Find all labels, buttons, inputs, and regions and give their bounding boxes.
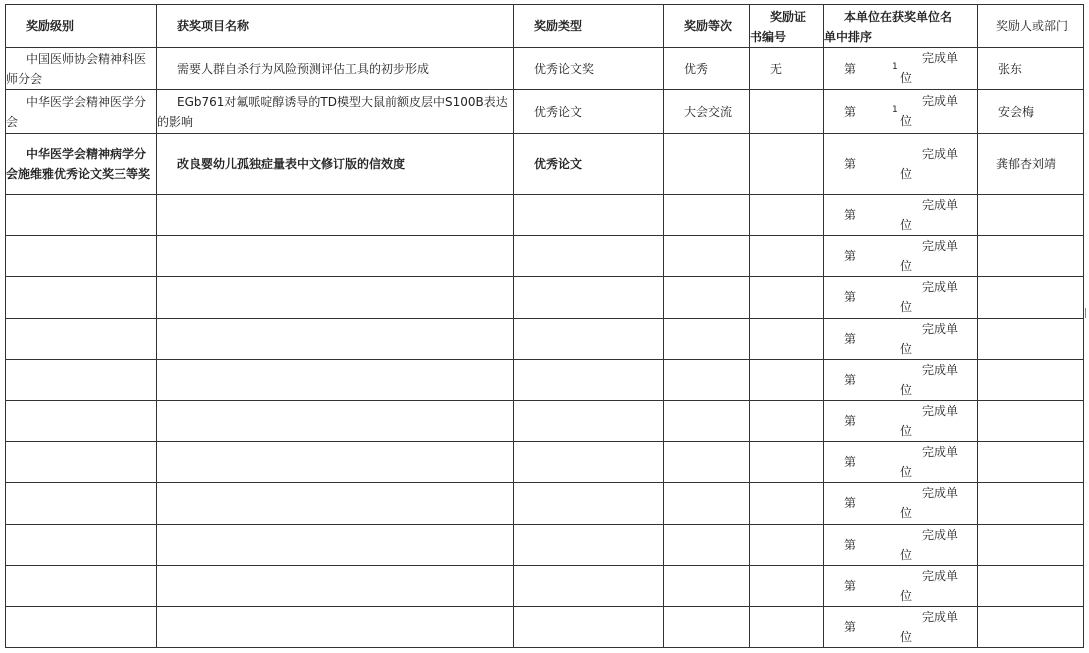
rank-di: 第 (844, 290, 857, 305)
rank-wancheng: 完成单 (922, 403, 959, 418)
empty-cell (978, 195, 1084, 236)
rank-cell (824, 318, 978, 359)
empty-table-row (6, 442, 1084, 483)
rank-wei: 位 (900, 465, 913, 480)
empty-table-row (6, 524, 1084, 565)
type-cell: 优秀论文 (514, 134, 664, 195)
empty-cell (514, 277, 664, 318)
rank-wancheng: 完成单 (922, 321, 959, 336)
empty-table-row (6, 195, 1084, 236)
table-row (6, 134, 1084, 195)
empty-cell (6, 277, 157, 318)
rank-wei: 位 (900, 588, 913, 603)
type-cell: 优秀论文 (514, 90, 664, 134)
empty-cell (750, 400, 824, 441)
cert-cell (750, 90, 824, 134)
empty-cell (6, 359, 157, 400)
empty-cell (664, 606, 750, 647)
empty-cell (157, 565, 514, 606)
rank-cell (824, 442, 978, 483)
header-level: 奖励级别 (6, 5, 157, 48)
header-rank-line1: 本单位在获奖单位名 (844, 10, 953, 24)
cert-cell (750, 134, 824, 195)
empty-cell (750, 442, 824, 483)
rank-number: 1 (892, 62, 898, 72)
empty-cell (664, 565, 750, 606)
rank-wei: 位 (900, 341, 913, 356)
empty-cell (514, 236, 664, 277)
rank-di: 第 (844, 249, 857, 264)
rank-wei: 位 (900, 547, 913, 562)
header-cert-line2: 书编号 (750, 30, 787, 44)
header-row (6, 5, 1084, 48)
rank-wancheng: 完成单 (922, 527, 959, 542)
rank-cell (824, 483, 978, 524)
rank-cell (824, 524, 978, 565)
rank-wei: 位 (900, 71, 913, 85)
rank-di: 第 (844, 413, 857, 428)
grade-cell (664, 134, 750, 195)
empty-cell (157, 359, 514, 400)
empty-cell (514, 359, 664, 400)
cert-cell: 无 (750, 48, 824, 90)
empty-cell (6, 195, 157, 236)
empty-table-row (6, 359, 1084, 400)
rank-cell (824, 400, 978, 441)
empty-cell (978, 442, 1084, 483)
empty-cell (157, 483, 514, 524)
empty-cell (978, 524, 1084, 565)
rank-cell (824, 359, 978, 400)
rank-wancheng: 完成单 (922, 94, 959, 108)
rank-cell (824, 90, 978, 134)
rank-di: 第 (844, 372, 857, 387)
empty-table-row (6, 236, 1084, 277)
empty-cell (157, 400, 514, 441)
grade-cell: 大会交流 (664, 90, 750, 134)
empty-cell (664, 400, 750, 441)
empty-cell (978, 236, 1084, 277)
empty-cell (978, 318, 1084, 359)
rank-number: 1 (892, 105, 898, 115)
rank-wei: 位 (900, 629, 913, 644)
rank-di: 第 (844, 157, 857, 171)
empty-cell (514, 483, 664, 524)
rank-wei: 位 (900, 300, 913, 315)
rank-cell (824, 48, 978, 90)
rank-di: 第 (844, 537, 857, 552)
empty-cell (978, 277, 1084, 318)
rank-wancheng: 完成单 (922, 239, 959, 254)
empty-cell (157, 236, 514, 277)
rank-wancheng: 完成单 (922, 147, 959, 161)
empty-cell (6, 524, 157, 565)
empty-cell (157, 277, 514, 318)
empty-table-row (6, 606, 1084, 647)
rank-wei: 位 (900, 506, 913, 521)
rank-wei: 位 (900, 382, 913, 397)
empty-cell (664, 318, 750, 359)
empty-cell (978, 565, 1084, 606)
empty-cell (750, 236, 824, 277)
rank-cell (824, 134, 978, 195)
scroll-edge-mark (1085, 308, 1089, 318)
empty-cell (664, 195, 750, 236)
table-row (6, 48, 1084, 90)
empty-cell (157, 606, 514, 647)
empty-cell (664, 524, 750, 565)
table-row (6, 90, 1084, 134)
rank-di: 第 (844, 619, 857, 634)
empty-cell (664, 277, 750, 318)
rank-cell (824, 277, 978, 318)
rank-di: 第 (844, 208, 857, 222)
empty-cell (750, 359, 824, 400)
empty-table-row (6, 565, 1084, 606)
rank-di: 第 (844, 62, 857, 76)
rank-cell (824, 565, 978, 606)
rank-wancheng: 完成单 (922, 51, 959, 65)
person-cell: 龚郁杏刘靖 (978, 134, 1084, 195)
rank-wei: 位 (900, 218, 913, 232)
empty-cell (664, 483, 750, 524)
empty-cell (6, 400, 157, 441)
rank-wei: 位 (900, 167, 913, 181)
empty-table-row (6, 483, 1084, 524)
empty-cell (664, 359, 750, 400)
empty-cell (514, 318, 664, 359)
level-cell: 中华医学会精神医学分会 (6, 90, 157, 134)
empty-cell (514, 606, 664, 647)
empty-cell (514, 524, 664, 565)
level-cell: 中国医师协会精神科医师分会 (6, 48, 157, 90)
empty-cell (514, 442, 664, 483)
empty-cell (750, 483, 824, 524)
empty-cell (6, 483, 157, 524)
rank-di: 第 (844, 578, 857, 593)
rank-cell (824, 195, 978, 236)
empty-cell (514, 195, 664, 236)
empty-cell (157, 195, 514, 236)
person-cell: 安会梅 (978, 90, 1084, 134)
empty-cell (978, 359, 1084, 400)
empty-cell (664, 236, 750, 277)
empty-cell (6, 442, 157, 483)
empty-cell (157, 442, 514, 483)
empty-cell (6, 318, 157, 359)
empty-cell (750, 524, 824, 565)
empty-cell (6, 236, 157, 277)
empty-cell (6, 565, 157, 606)
empty-cell (750, 606, 824, 647)
empty-cell (750, 565, 824, 606)
empty-table-row (6, 318, 1084, 359)
rank-wancheng: 完成单 (922, 362, 959, 377)
rank-wancheng: 完成单 (922, 198, 959, 212)
empty-cell (750, 318, 824, 359)
empty-cell (514, 565, 664, 606)
header-cert-line1: 奖励证 (770, 10, 807, 24)
header-project: 获奖项目名称 (157, 5, 514, 48)
header-grade: 奖励等次 (664, 5, 750, 48)
empty-cell (750, 195, 824, 236)
award-table (5, 4, 1084, 648)
empty-cell (664, 442, 750, 483)
empty-cell (514, 400, 664, 441)
level-cell: 中华医学会精神病学分会施维雅优秀论文奖三等奖 (6, 134, 157, 195)
person-cell: 张东 (978, 48, 1084, 90)
empty-cell (750, 277, 824, 318)
header-rank-line2: 单中排序 (824, 30, 873, 44)
rank-di: 第 (844, 105, 857, 119)
rank-di: 第 (844, 496, 857, 511)
empty-cell (157, 524, 514, 565)
empty-cell (978, 400, 1084, 441)
empty-cell (6, 606, 157, 647)
rank-cell (824, 606, 978, 647)
project-cell: 需要人群自杀行为风险预测评估工具的初步形成 (157, 48, 514, 90)
empty-table-row (6, 400, 1084, 441)
rank-di: 第 (844, 455, 857, 470)
header-cert (750, 5, 824, 48)
empty-cell (157, 318, 514, 359)
rank-wei: 位 (900, 423, 913, 438)
empty-cell (978, 606, 1084, 647)
rank-wancheng: 完成单 (922, 568, 959, 583)
rank-di: 第 (844, 331, 857, 346)
rank-wancheng: 完成单 (922, 609, 959, 624)
header-type: 奖励类型 (514, 5, 664, 48)
rank-wancheng: 完成单 (922, 445, 959, 460)
project-cell: EGb761对氟哌啶醇诱导的TD模型大鼠前额皮层中S100B表达的影响 (157, 90, 514, 134)
header-rank (824, 5, 978, 48)
rank-wancheng: 完成单 (922, 486, 959, 501)
empty-cell (978, 483, 1084, 524)
rank-wei: 位 (900, 114, 913, 128)
rank-cell (824, 236, 978, 277)
type-cell: 优秀论文奖 (514, 48, 664, 90)
rank-wei: 位 (900, 259, 913, 274)
header-person: 奖励人或部门 (978, 5, 1084, 48)
grade-cell: 优秀 (664, 48, 750, 90)
rank-wancheng: 完成单 (922, 280, 959, 295)
project-cell: 改良婴幼儿孤独症量表中文修订版的信效度 (157, 134, 514, 195)
empty-table-row (6, 277, 1084, 318)
